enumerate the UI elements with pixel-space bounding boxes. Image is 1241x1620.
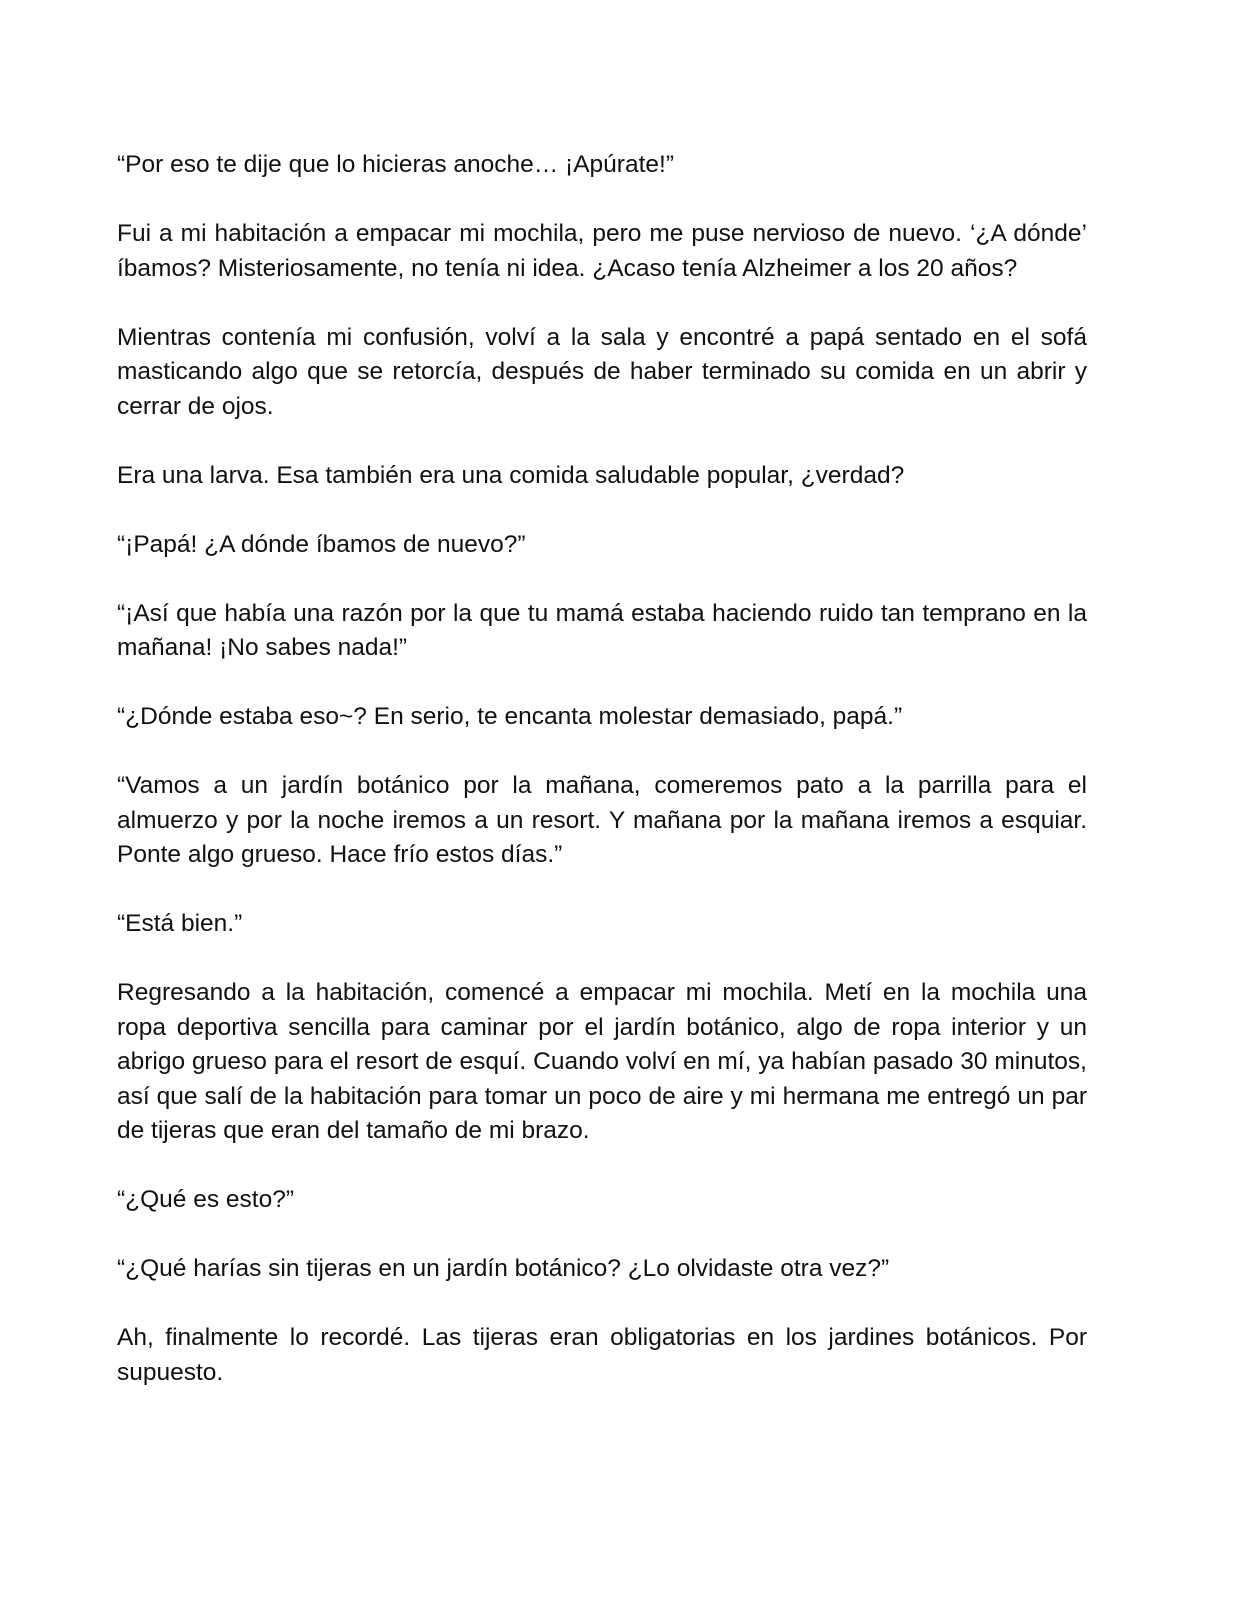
paragraph-10: Regresando a la habitación, comencé a empacar mi mochila. Metí en la mochila una ropa deportiva sencilla para caminar por el jardín botánico, algo de ropa interior y un abrigo grueso para el resort de esquí. Cuando volví en mí, ya habían pasado 30 minutos, así que salí de la habitación para tomar un poco de aire y mi hermana me entregó un par de tijeras que eran del tamaño de mi brazo. bbox=[117, 979, 1087, 1144]
paragraph-11: “¿Qué es esto?” bbox=[117, 1186, 295, 1213]
document-page bbox=[117, 148, 1087, 1425]
paragraph-6: “¡Así que había una razón por la que tu mamá estaba haciendo ruido tan temprano en la mañana! ¡No sabes nada!” bbox=[117, 599, 1087, 661]
paragraph-13: Ah, finalmente lo recordé. Las tijeras eran obligatorias en los jardines botánicos. Por supuesto. bbox=[117, 1324, 1087, 1386]
paragraph-7: “¿Dónde estaba eso~? En serio, te encanta molestar demasiado, papá.” bbox=[117, 703, 903, 730]
paragraph-2: Fui a mi habitación a empacar mi mochila, pero me puse nervioso de nuevo. ‘¿A dónde’ íbamos? Misteriosamente, no tenía ni idea. ¿Acaso tenía Alzheimer a los 20 años? bbox=[117, 220, 1087, 282]
paragraph-1: “Por eso te dije que lo hicieras anoche… ¡Apúrate!” bbox=[117, 151, 674, 178]
paragraph-5: “¡Papá! ¿A dónde íbamos de nuevo?” bbox=[117, 530, 526, 558]
paragraph-3: Mientras contenía mi confusión, volví a la sala y encontré a papá sentado en el sofá masticando algo que se retorcía, después de haber terminado su comida en un abrir y cerrar de ojos. bbox=[117, 323, 1087, 420]
paragraph-12: “¿Qué harías sin tijeras en un jardín botánico? ¿Lo olvidaste otra vez?” bbox=[117, 1255, 890, 1282]
paragraph-9: “Está bien.” bbox=[117, 910, 243, 937]
paragraph-4: Era una larva. Esa también era una comida saludable popular, ¿verdad? bbox=[117, 461, 905, 489]
paragraph-8: “Vamos a un jardín botánico por la mañana, comeremos pato a la parrilla para el almuerzo y por la noche iremos a un resort. Y mañana por la mañana iremos a esquiar. Ponte algo grueso. Hace frío estos días.” bbox=[117, 772, 1087, 868]
